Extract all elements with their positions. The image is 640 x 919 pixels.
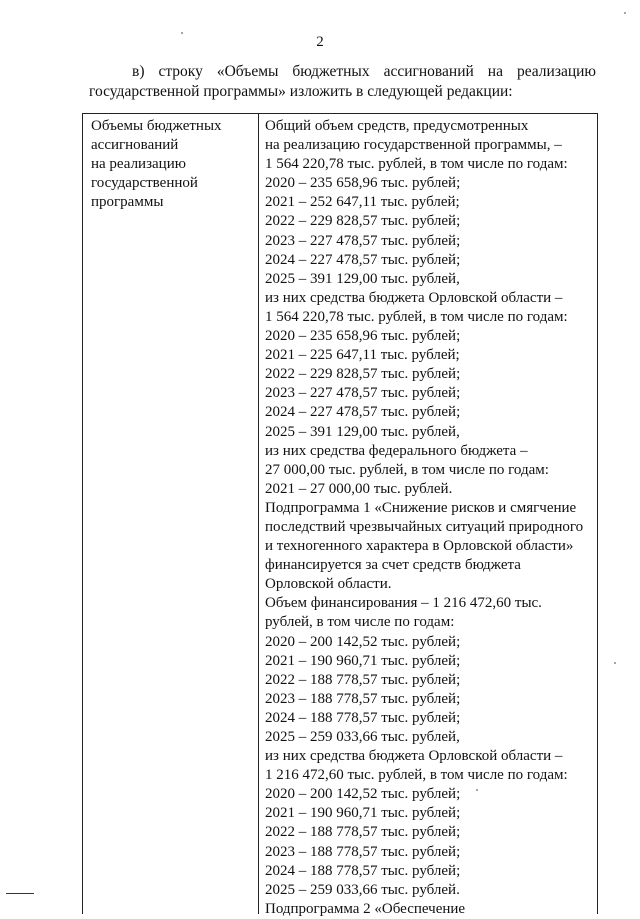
right-cell <box>265 117 595 919</box>
right-cell-line: из них средства бюджета Орловской области – <box>265 748 563 765</box>
right-cell-line: 2022 – 188 778,57 тыс. рублей; <box>265 671 461 688</box>
scan-speck <box>476 789 478 791</box>
right-cell-line: 1 564 220,78 тыс. рублей, в том числе по годам: <box>265 156 568 173</box>
right-cell-line: 2020 – 200 142,52 тыс. рублей; <box>265 786 461 803</box>
footer-rule <box>6 893 34 894</box>
right-cell-line: из них средства бюджета Орловской области – <box>265 289 563 306</box>
right-cell-line: 27 000,00 тыс. рублей, в том числе по годам: <box>265 461 549 478</box>
right-cell-line: Подпрограмма 1 «Снижение рисков и смягчение <box>265 499 577 516</box>
right-cell-line: 2023 – 227 478,57 тыс. рублей; <box>265 385 461 402</box>
intro-line-1: в) строку «Объемы бюджетных ассигнований на реализацию <box>132 63 596 80</box>
right-cell-line: 2023 – 227 478,57 тыс. рублей; <box>265 232 461 249</box>
right-cell-line: 2024 – 188 778,57 тыс. рублей; <box>265 709 461 726</box>
scan-speck <box>614 662 616 664</box>
right-cell-line: 2025 – 391 129,00 тыс. рублей, <box>265 423 460 440</box>
right-cell-line: 2024 – 227 478,57 тыс. рублей; <box>265 251 461 268</box>
page-number: 2 <box>316 34 324 50</box>
right-cell-line: на реализацию государственной программы, – <box>265 137 562 154</box>
right-cell-line: 2025 – 391 129,00 тыс. рублей, <box>265 270 460 287</box>
right-cell-line: 2020 – 235 658,96 тыс. рублей; <box>265 328 461 345</box>
left-cell-line: на реализацию <box>91 156 186 173</box>
right-cell-line: 2023 – 188 778,57 тыс. рублей; <box>265 690 461 707</box>
left-cell-line: программы <box>91 194 164 211</box>
right-cell-line: и техногенного характера в Орловской области» <box>265 538 574 555</box>
scan-speck <box>624 12 626 14</box>
budget-table <box>82 113 598 917</box>
right-cell-line: 1 216 472,60 тыс. рублей, в том числе по годам: <box>265 767 568 784</box>
right-cell-line: 2020 – 200 142,52 тыс. рублей; <box>265 633 461 650</box>
left-cell-line: Объемы бюджетных <box>91 118 222 134</box>
intro-line-2: государственной программы» изложить в следующей редакции: <box>89 83 513 100</box>
right-cell-line: 2022 – 229 828,57 тыс. рублей; <box>265 213 461 230</box>
left-cell-line: государственной <box>91 175 198 192</box>
right-cell-line: 2022 – 188 778,57 тыс. рублей; <box>265 824 461 841</box>
right-cell-line: 2021 – 190 960,71 тыс. рублей; <box>265 805 461 822</box>
right-cell-line: 2025 – 259 033,66 тыс. рублей. <box>265 881 460 898</box>
right-cell-line: 1 564 220,78 тыс. рублей, в том числе по годам: <box>265 308 568 325</box>
right-cell-line: 2020 – 235 658,96 тыс. рублей; <box>265 175 461 192</box>
right-cell-line: Общий объем средств, предусмотренных <box>265 118 529 134</box>
right-cell-line: 2021 – 252 647,11 тыс. рублей; <box>265 194 460 211</box>
right-cell-line: 2022 – 229 828,57 тыс. рублей; <box>265 366 461 383</box>
right-cell-line: Орловской области. <box>265 576 392 593</box>
right-cell-line: 2023 – 188 778,57 тыс. рублей; <box>265 843 461 860</box>
intro-paragraph <box>89 62 596 102</box>
column-divider <box>258 114 259 914</box>
left-cell-line: ассигнований <box>91 137 179 154</box>
right-cell-line: рублей, в том числе по годам: <box>265 614 455 631</box>
right-cell-line: 2021 – 190 960,71 тыс. рублей; <box>265 652 461 669</box>
right-cell-line: 2024 – 227 478,57 тыс. рублей; <box>265 404 461 421</box>
left-cell <box>91 117 256 212</box>
right-cell-line: Объем финансирования – 1 216 472,60 тыс. <box>265 595 542 612</box>
right-cell-line: финансируется за счет средств бюджета <box>265 557 521 574</box>
right-cell-line: последствий чрезвычайных ситуаций природного <box>265 518 584 535</box>
right-cell-line: 2021 – 27 000,00 тыс. рублей. <box>265 480 453 497</box>
right-cell-line: 2024 – 188 778,57 тыс. рублей; <box>265 862 461 879</box>
right-cell-line: 2025 – 259 033,66 тыс. рублей, <box>265 729 460 745</box>
right-cell-line: Подпрограмма 2 «Обеспечение <box>265 900 466 917</box>
right-cell-line: 2021 – 225 647,11 тыс. рублей; <box>265 347 460 364</box>
right-cell-line: из них средства федерального бюджета – <box>265 442 528 459</box>
scan-speck <box>181 32 183 34</box>
